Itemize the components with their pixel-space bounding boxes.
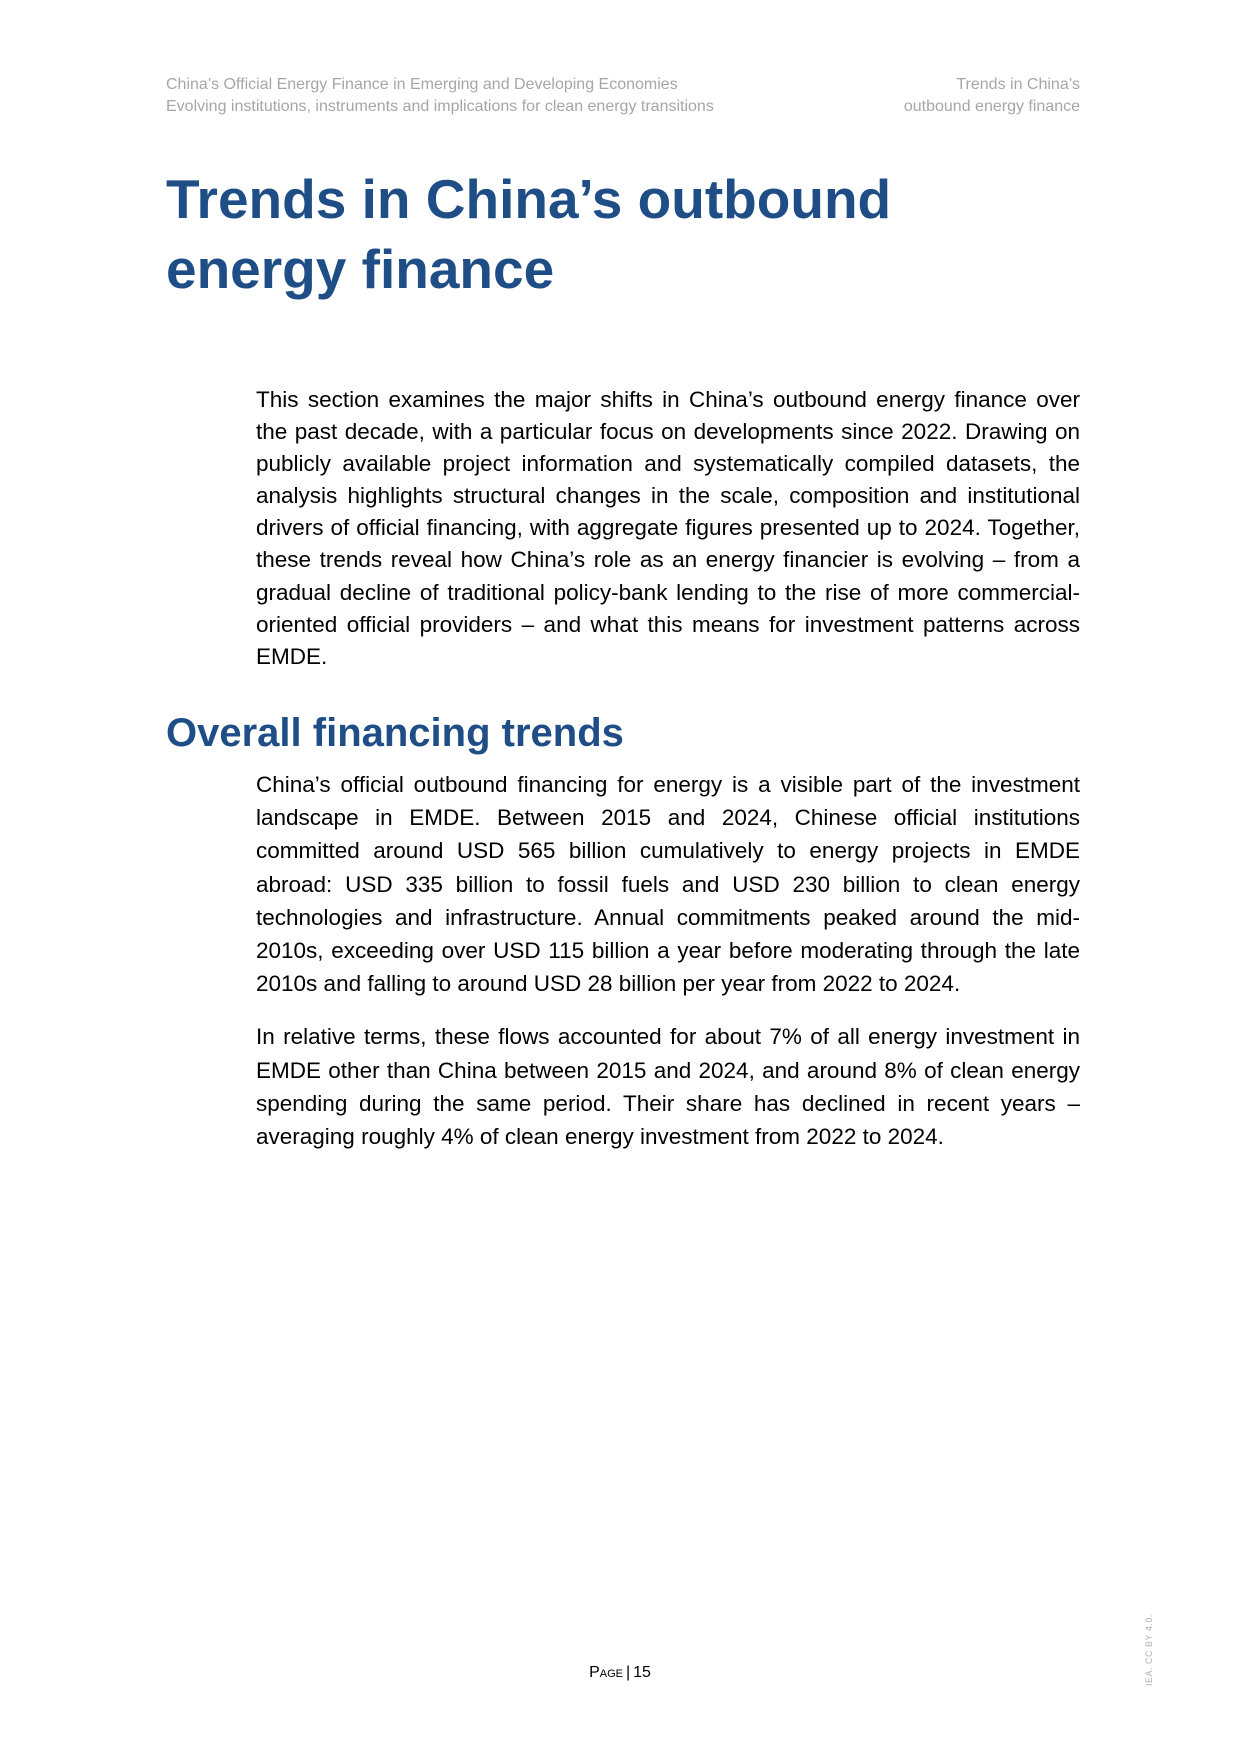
report-subtitle: Evolving institutions, instruments and implications for clean energy transitions xyxy=(166,98,714,115)
report-title: China’s Official Energy Finance in Emerging and Developing Economies xyxy=(166,76,678,93)
body-paragraph: China’s official outbound financing for energy is a visible part of the investment landscape in EMDE. Between 2015 and 2024, Chinese official institutions committed around USD 565 billion cumulatively to energy projects in EMDE abroad: USD 335 billion to fossil fuels and USD 230 billion to clean energy technologies and infrastructure. Annual commitments peaked around the mid-2010s, exceeding over USD 115 billion a year before moderating through the late 2010s and falling to around USD 28 billion per year from 2022 to 2024. xyxy=(256,772,1080,997)
section-heading: Overall financing trends xyxy=(166,711,624,755)
chapter-name-line2: outbound energy finance xyxy=(903,98,1080,115)
chapter-title xyxy=(166,164,1066,304)
chapter-name-line1: Trends in China’s xyxy=(956,76,1080,93)
body-paragraph: In relative terms, these flows accounted for about 7% of all energy investment in EMDE other than China between 2015 and 2024, and around 8% of clean energy spending during the same period. Their share has declined in recent years – averaging roughly 4% of clean energy investment from 2022 to 2024. xyxy=(256,1024,1080,1150)
report-title-block xyxy=(166,74,714,118)
section-body xyxy=(256,768,1080,1153)
page-separator: | xyxy=(625,1664,631,1681)
intro-block xyxy=(256,384,1080,673)
intro-paragraph: This section examines the major shifts in China’s outbound energy finance over the past decade, with a particular focus on developments since 2022. Drawing on publicly available project information and systematically compiled datasets, the analysis highlights structural changes in the scale, composition and institutional drivers of official financing, with aggregate figures presented up to 2024. Together, these trends reveal how China’s role as an energy financier is evolving – from a gradual decline of traditional policy-bank lending to the rise of more commercial-oriented official providers – and what this means for investment patterns across EMDE. xyxy=(256,387,1080,669)
page-number: 15 xyxy=(633,1664,651,1681)
chapter-name-block xyxy=(904,74,1080,118)
chapter-title-line2: energy finance xyxy=(166,238,555,300)
page-footer xyxy=(0,1664,1240,1682)
page-label: Page xyxy=(589,1664,623,1681)
license-note: IEA. CC BY 4.0. xyxy=(1144,1614,1154,1686)
chapter-title-line1: Trends in China’s outbound xyxy=(166,168,892,230)
